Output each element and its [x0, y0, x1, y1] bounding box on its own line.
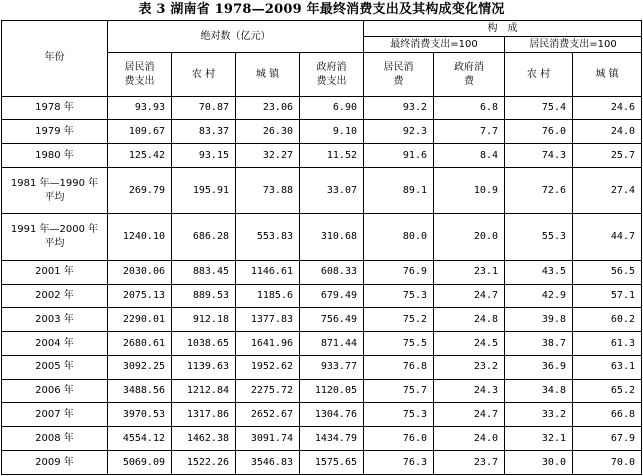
cell-urban: 26.30	[236, 120, 300, 144]
cell-resident-share: 76.3	[364, 451, 434, 475]
cell-resident-consumption: 2030.06	[108, 260, 172, 284]
header-urban: 城 镇	[236, 53, 300, 96]
cell-rural: 1317.86	[172, 403, 236, 427]
header-final-base: 最终消费支出=100	[364, 37, 505, 53]
cell-government-share: 23.7	[434, 451, 505, 475]
cell-government-share: 24.7	[434, 284, 505, 308]
cell-urban-share: 57.1	[573, 284, 642, 308]
cell-government-consumption: 1434.79	[300, 427, 364, 451]
header-year: 年份	[2, 21, 108, 97]
cell-government-consumption: 310.68	[300, 214, 364, 260]
cell-government-consumption: 933.77	[300, 355, 364, 379]
cell-rural: 1139.63	[172, 355, 236, 379]
cell-rural: 93.15	[172, 144, 236, 168]
row-year: 2009 年	[2, 451, 108, 475]
table-row	[2, 260, 642, 284]
cell-urban-share: 66.8	[573, 403, 642, 427]
cell-government-share: 24.7	[434, 403, 505, 427]
cell-urban: 1641.96	[236, 332, 300, 356]
header-resident-base: 居民消费支出=100	[505, 37, 642, 53]
cell-rural: 1212.84	[172, 379, 236, 403]
header-resident-consumption: 居民消费支出	[108, 53, 172, 96]
cell-rural-share: 75.4	[505, 96, 573, 120]
cell-urban: 1952.62	[236, 355, 300, 379]
cell-government-consumption: 1304.76	[300, 403, 364, 427]
cell-resident-share: 80.0	[364, 214, 434, 260]
cell-rural: 686.28	[172, 214, 236, 260]
cell-resident-consumption: 2680.61	[108, 332, 172, 356]
cell-urban-share: 61.3	[573, 332, 642, 356]
row-year: 1978 年	[2, 96, 108, 120]
row-year: 2001 年	[2, 260, 108, 284]
cell-resident-consumption: 109.67	[108, 120, 172, 144]
cell-rural-share: 39.8	[505, 308, 573, 332]
cell-resident-consumption: 3092.25	[108, 355, 172, 379]
cell-rural: 83.37	[172, 120, 236, 144]
cell-urban-share: 63.1	[573, 355, 642, 379]
row-year: 2008 年	[2, 427, 108, 451]
cell-rural-share: 38.7	[505, 332, 573, 356]
cell-resident-share: 92.3	[364, 120, 434, 144]
header-urban-share: 城 镇	[573, 53, 642, 96]
cell-resident-share: 93.2	[364, 96, 434, 120]
cell-urban-share: 24.0	[573, 120, 642, 144]
cell-rural: 1522.26	[172, 451, 236, 475]
table-row	[2, 427, 642, 451]
row-year: 1979 年	[2, 120, 108, 144]
table-row	[2, 120, 642, 144]
header-government-consumption: 政府消费支出	[300, 53, 364, 96]
row-year: 2004 年	[2, 332, 108, 356]
cell-urban-share: 56.5	[573, 260, 642, 284]
cell-government-consumption: 6.90	[300, 96, 364, 120]
table-row	[2, 355, 642, 379]
cell-resident-share: 75.5	[364, 332, 434, 356]
cell-urban: 3091.74	[236, 427, 300, 451]
table-row	[2, 167, 642, 213]
table-row	[2, 379, 642, 403]
cell-government-consumption: 11.52	[300, 144, 364, 168]
cell-urban-share: 25.7	[573, 144, 642, 168]
table-row	[2, 96, 642, 120]
cell-urban-share: 65.2	[573, 379, 642, 403]
cell-government-consumption: 679.49	[300, 284, 364, 308]
cell-rural-share: 32.1	[505, 427, 573, 451]
consumption-table	[1, 20, 642, 475]
table-row	[2, 451, 642, 475]
cell-government-consumption: 1120.05	[300, 379, 364, 403]
cell-resident-share: 75.2	[364, 308, 434, 332]
cell-resident-consumption: 1240.10	[108, 214, 172, 260]
cell-rural-share: 74.3	[505, 144, 573, 168]
cell-rural: 912.18	[172, 308, 236, 332]
cell-rural: 1038.65	[172, 332, 236, 356]
cell-rural: 195.91	[172, 167, 236, 213]
cell-urban: 3546.83	[236, 451, 300, 475]
cell-government-share: 24.8	[434, 308, 505, 332]
cell-rural-share: 33.2	[505, 403, 573, 427]
row-year: 2006 年	[2, 379, 108, 403]
row-year: 2005 年	[2, 355, 108, 379]
cell-rural-share: 34.8	[505, 379, 573, 403]
cell-resident-share: 76.9	[364, 260, 434, 284]
cell-urban-share: 70.0	[573, 451, 642, 475]
row-year: 2002 年	[2, 284, 108, 308]
cell-urban: 2652.67	[236, 403, 300, 427]
cell-government-share: 24.3	[434, 379, 505, 403]
cell-rural-share: 43.5	[505, 260, 573, 284]
cell-government-share: 24.5	[434, 332, 505, 356]
cell-urban: 73.88	[236, 167, 300, 213]
cell-rural-share: 30.0	[505, 451, 573, 475]
row-year: 2007 年	[2, 403, 108, 427]
row-year: 1980 年	[2, 144, 108, 168]
row-year: 2003 年	[2, 308, 108, 332]
cell-urban: 2275.72	[236, 379, 300, 403]
cell-urban-share: 67.9	[573, 427, 642, 451]
cell-government-consumption: 33.07	[300, 167, 364, 213]
cell-government-share: 7.7	[434, 120, 505, 144]
cell-resident-share: 75.3	[364, 403, 434, 427]
cell-government-share: 23.1	[434, 260, 505, 284]
cell-resident-consumption: 3970.53	[108, 403, 172, 427]
cell-rural: 70.87	[172, 96, 236, 120]
cell-resident-share: 76.8	[364, 355, 434, 379]
cell-resident-consumption: 2290.01	[108, 308, 172, 332]
cell-urban: 1146.61	[236, 260, 300, 284]
cell-urban: 23.06	[236, 96, 300, 120]
header-resident-share: 居民消费	[364, 53, 434, 96]
cell-government-share: 23.2	[434, 355, 505, 379]
table-row	[2, 284, 642, 308]
cell-rural: 1462.38	[172, 427, 236, 451]
cell-rural: 883.45	[172, 260, 236, 284]
table-row	[2, 308, 642, 332]
cell-government-share: 24.0	[434, 427, 505, 451]
cell-urban: 32.27	[236, 144, 300, 168]
cell-resident-share: 89.1	[364, 167, 434, 213]
cell-urban-share: 27.4	[573, 167, 642, 213]
cell-resident-consumption: 269.79	[108, 167, 172, 213]
cell-resident-consumption: 2075.13	[108, 284, 172, 308]
cell-government-share: 6.8	[434, 96, 505, 120]
cell-government-share: 8.4	[434, 144, 505, 168]
cell-rural-share: 76.0	[505, 120, 573, 144]
cell-rural-share: 72.6	[505, 167, 573, 213]
row-year: 1991 年—2000 年平均	[2, 214, 108, 260]
cell-urban: 1377.83	[236, 308, 300, 332]
cell-rural: 889.53	[172, 284, 236, 308]
row-year: 1981 年—1990 年平均	[2, 167, 108, 213]
cell-resident-share: 75.7	[364, 379, 434, 403]
header-absolute: 绝对数（亿元）	[108, 21, 364, 53]
header-structure: 构 成	[364, 21, 642, 37]
table-row	[2, 214, 642, 260]
cell-rural-share: 36.9	[505, 355, 573, 379]
cell-resident-consumption: 5069.09	[108, 451, 172, 475]
header-rural: 农 村	[172, 53, 236, 96]
cell-government-share: 20.0	[434, 214, 505, 260]
cell-government-consumption: 756.49	[300, 308, 364, 332]
cell-government-consumption: 871.44	[300, 332, 364, 356]
cell-resident-consumption: 3488.56	[108, 379, 172, 403]
cell-government-consumption: 9.10	[300, 120, 364, 144]
cell-urban: 1185.6	[236, 284, 300, 308]
cell-resident-share: 91.6	[364, 144, 434, 168]
cell-resident-consumption: 93.93	[108, 96, 172, 120]
table-row	[2, 403, 642, 427]
cell-rural-share: 55.3	[505, 214, 573, 260]
cell-resident-consumption: 4554.12	[108, 427, 172, 451]
cell-urban-share: 24.6	[573, 96, 642, 120]
cell-urban-share: 60.2	[573, 308, 642, 332]
cell-urban: 553.83	[236, 214, 300, 260]
cell-resident-consumption: 125.42	[108, 144, 172, 168]
table-row	[2, 332, 642, 356]
table-title: 表 3 湖南省 1978—2009 年最终消费支出及其构成变化情况	[138, 2, 505, 17]
header-rural-share: 农 村	[505, 53, 573, 96]
cell-resident-share: 76.0	[364, 427, 434, 451]
table-row	[2, 144, 642, 168]
cell-government-share: 10.9	[434, 167, 505, 213]
cell-rural-share: 42.9	[505, 284, 573, 308]
cell-government-consumption: 608.33	[300, 260, 364, 284]
header-government-share: 政府消费	[434, 53, 505, 96]
cell-urban-share: 44.7	[573, 214, 642, 260]
cell-government-consumption: 1575.65	[300, 451, 364, 475]
cell-resident-share: 75.3	[364, 284, 434, 308]
